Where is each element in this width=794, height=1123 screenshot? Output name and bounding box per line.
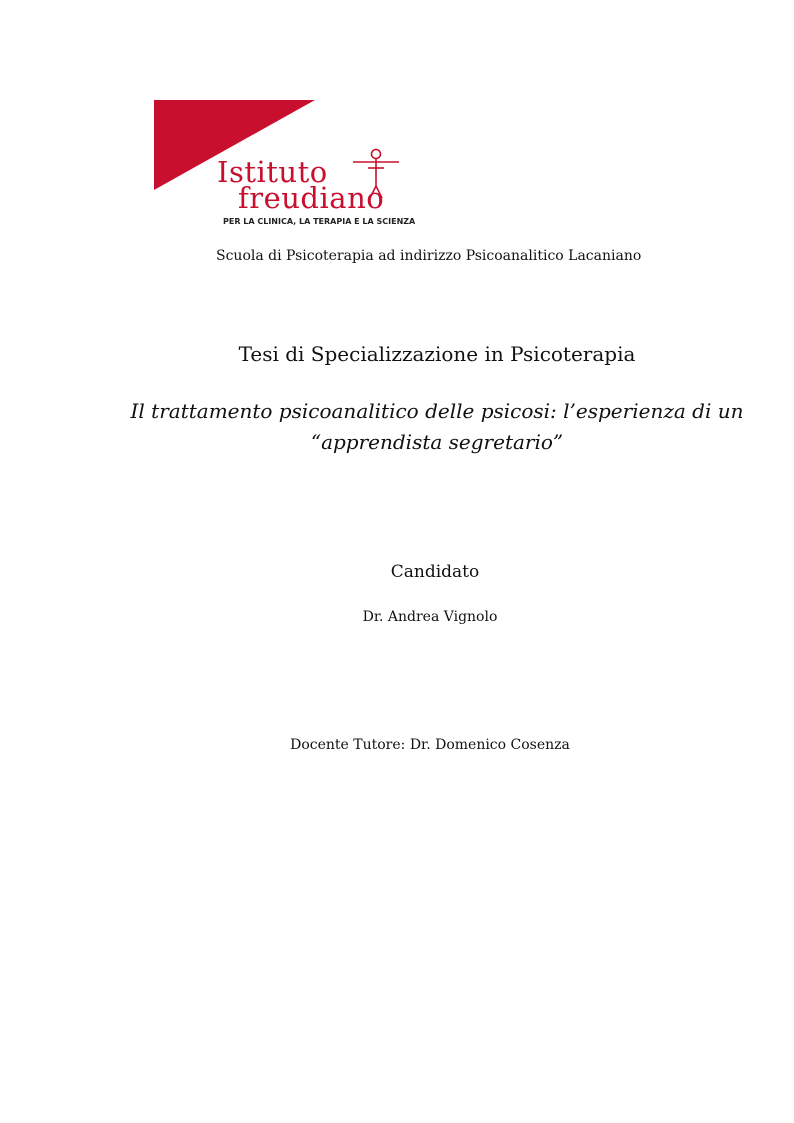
thesis-type: Tesi di Specializzazione in Psicoterapia (238, 342, 636, 366)
thesis-title-line1: Il trattamento psicoanalitico delle psicosi: l’esperienza di un (130, 399, 744, 423)
tutor-line: Docente Tutore: Dr. Domenico Cosenza (290, 737, 570, 753)
school-name: Scuola di Psicoterapia ad indirizzo Psicoanalitico Lacaniano (216, 248, 642, 264)
candidate-label: Candidato (390, 562, 480, 582)
logo-wordmark-line2: freudiano (238, 181, 385, 215)
thesis-title (40, 396, 794, 458)
thesis-title-line2: “apprendista segretario” (310, 430, 564, 454)
candidate-name: Dr. Andrea Vignolo (362, 609, 498, 625)
logo-tagline: PER LA CLINICA, LA TERAPIA E LA SCIENZA (223, 217, 416, 226)
logo-wordmark-line1: Istituto (217, 155, 328, 189)
